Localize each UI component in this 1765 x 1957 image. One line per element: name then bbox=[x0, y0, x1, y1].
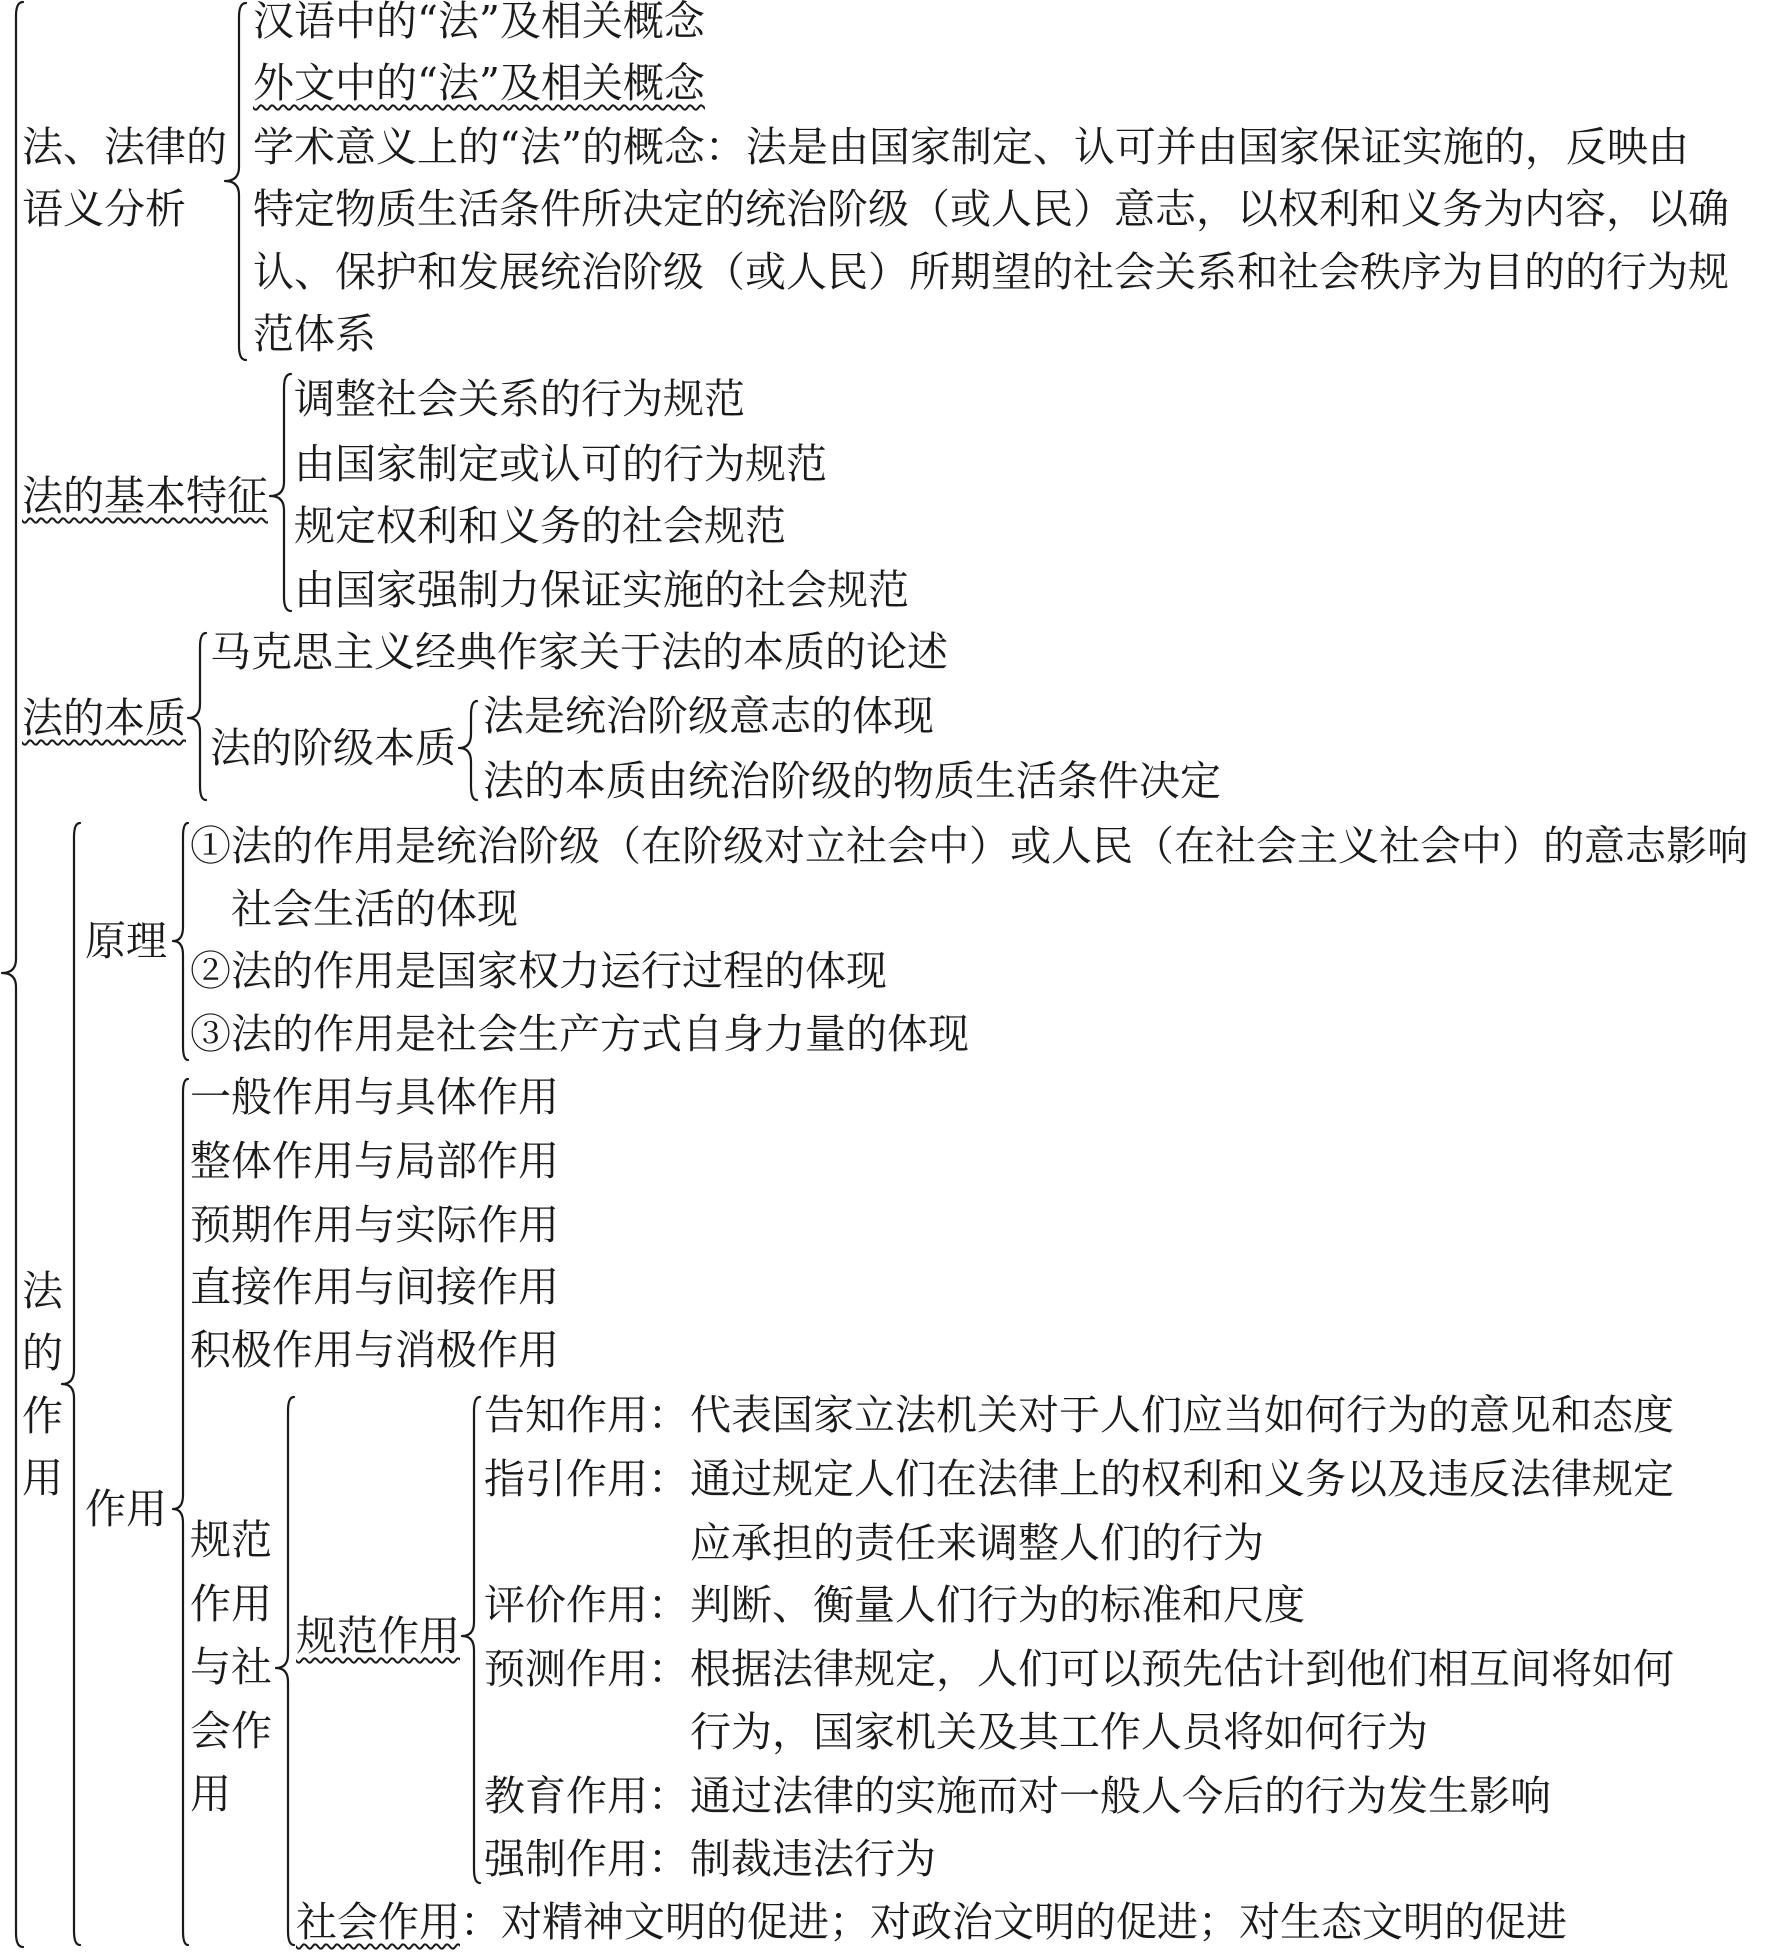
normative-and-social-label: 规范作用与社会作用 bbox=[190, 1516, 272, 1819]
normative-label bbox=[296, 1612, 460, 1660]
brace-principle bbox=[173, 823, 188, 1060]
features-label bbox=[22, 472, 268, 520]
normative-item-text: 根据法律规定，人们可以预先估计到他们相互间将如何 bbox=[690, 1645, 1674, 1693]
principle-item: ①法的作用是统治阶级（在阶级对立社会中）或人民（在社会主义社会中）的意志影响 bbox=[190, 822, 1748, 870]
class-essence-label: 法的阶级本质 bbox=[210, 724, 456, 772]
brace-essence bbox=[188, 633, 206, 800]
essence-label-text: 法的本质 bbox=[22, 694, 186, 742]
brace-class-essence bbox=[459, 701, 477, 800]
normative-item-name: 教育作用： bbox=[484, 1772, 689, 1820]
principle-label: 原理 bbox=[85, 917, 167, 965]
features-item: 调整社会关系的行为规范 bbox=[294, 375, 745, 423]
features-item: 规定权利和义务的社会规范 bbox=[294, 502, 786, 550]
semantics-item-chinese: 汉语中的“法”及相关概念 bbox=[253, 0, 705, 45]
role-pair-item: 直接作用与间接作用 bbox=[190, 1263, 559, 1311]
features-label-text: 法的基本特征 bbox=[22, 472, 268, 520]
social-row bbox=[296, 1898, 1567, 1946]
definition-line: 认、保护和发展统治阶级（或人民）所期望的社会关系和社会秩序为目的的行为规 bbox=[253, 248, 1729, 296]
normative-item-name: 指引作用： bbox=[484, 1455, 689, 1503]
principle-item-continuation: 社会生活的体现 bbox=[231, 885, 518, 933]
semantics-item-foreign-text: 外文中的“法”及相关概念 bbox=[253, 59, 705, 107]
normative-item-name: 告知作用： bbox=[484, 1391, 689, 1439]
role-pair-item: 积极作用与消极作用 bbox=[190, 1326, 559, 1374]
definition-line: 学术意义上的“法”的概念：法是由国家制定、认可并由国家保证实施的，反映由 bbox=[253, 123, 1689, 171]
roles-label: 作用 bbox=[85, 1485, 167, 1533]
features-item: 由国家强制力保证实施的社会规范 bbox=[294, 566, 909, 614]
principle-item: ②法的作用是国家权力运行过程的体现 bbox=[190, 947, 887, 995]
features-item: 由国家制定或认可的行为规范 bbox=[294, 440, 827, 488]
class-essence-item: 法是统治阶级意志的体现 bbox=[483, 692, 934, 740]
normative-item-text-continuation: 应承担的责任来调整人们的行为 bbox=[690, 1519, 1264, 1567]
normative-item-text: 通过规定人们在法律上的权利和义务以及违反法律规定 bbox=[690, 1455, 1674, 1503]
semantics-label-line: 法、法律的 bbox=[22, 123, 227, 171]
definition-line: 特定物质生活条件所决定的统治阶级（或人民）意志，以权利和义务为内容，以确 bbox=[253, 185, 1729, 233]
definition-line: 范体系 bbox=[253, 310, 376, 358]
normative-item-text-continuation: 行为，国家机关及其工作人员将如何行为 bbox=[690, 1708, 1428, 1756]
social-text: ：对精神文明的促进；对政治文明的促进；对生态文明的促进 bbox=[460, 1898, 1567, 1946]
brace-root bbox=[2, 2, 23, 1947]
brace-features bbox=[270, 374, 291, 611]
normative-label-text: 规范作用 bbox=[296, 1612, 460, 1660]
role-pair-item: 预期作用与实际作用 bbox=[190, 1201, 559, 1249]
principle-item: ③法的作用是社会生产方式自身力量的体现 bbox=[190, 1010, 969, 1058]
essence-marxist-item: 马克思主义经典作家关于法的本质的论述 bbox=[210, 628, 948, 676]
essence-label bbox=[22, 694, 186, 742]
normative-item-text: 通过法律的实施而对一般人今后的行为发生影响 bbox=[690, 1772, 1551, 1820]
role-pair-item: 一般作用与具体作用 bbox=[190, 1073, 559, 1121]
normative-item-text: 制裁违法行为 bbox=[690, 1835, 936, 1883]
class-essence-item: 法的本质由统治阶级的物质生活条件决定 bbox=[483, 757, 1221, 805]
role-pair-item: 整体作用与局部作用 bbox=[190, 1137, 559, 1185]
normative-item-name: 强制作用： bbox=[484, 1835, 689, 1883]
normative-item-name: 预测作用： bbox=[484, 1645, 689, 1693]
semantics-label-line: 语义分析 bbox=[22, 185, 186, 233]
normative-item-name: 评价作用： bbox=[484, 1581, 689, 1629]
brace-semantics bbox=[225, 3, 246, 360]
brace-normative bbox=[462, 1397, 480, 1883]
social-label: 社会作用 bbox=[296, 1898, 460, 1946]
brace-roles bbox=[173, 1079, 188, 1945]
semantics-item-foreign bbox=[253, 59, 705, 107]
normative-item-text: 代表国家立法机关对于人们应当如何行为的意见和态度 bbox=[690, 1391, 1674, 1439]
normative-item-text: 判断、衡量人们行为的标准和尺度 bbox=[690, 1581, 1305, 1629]
functions-label: 法的作用 bbox=[22, 1267, 63, 1502]
